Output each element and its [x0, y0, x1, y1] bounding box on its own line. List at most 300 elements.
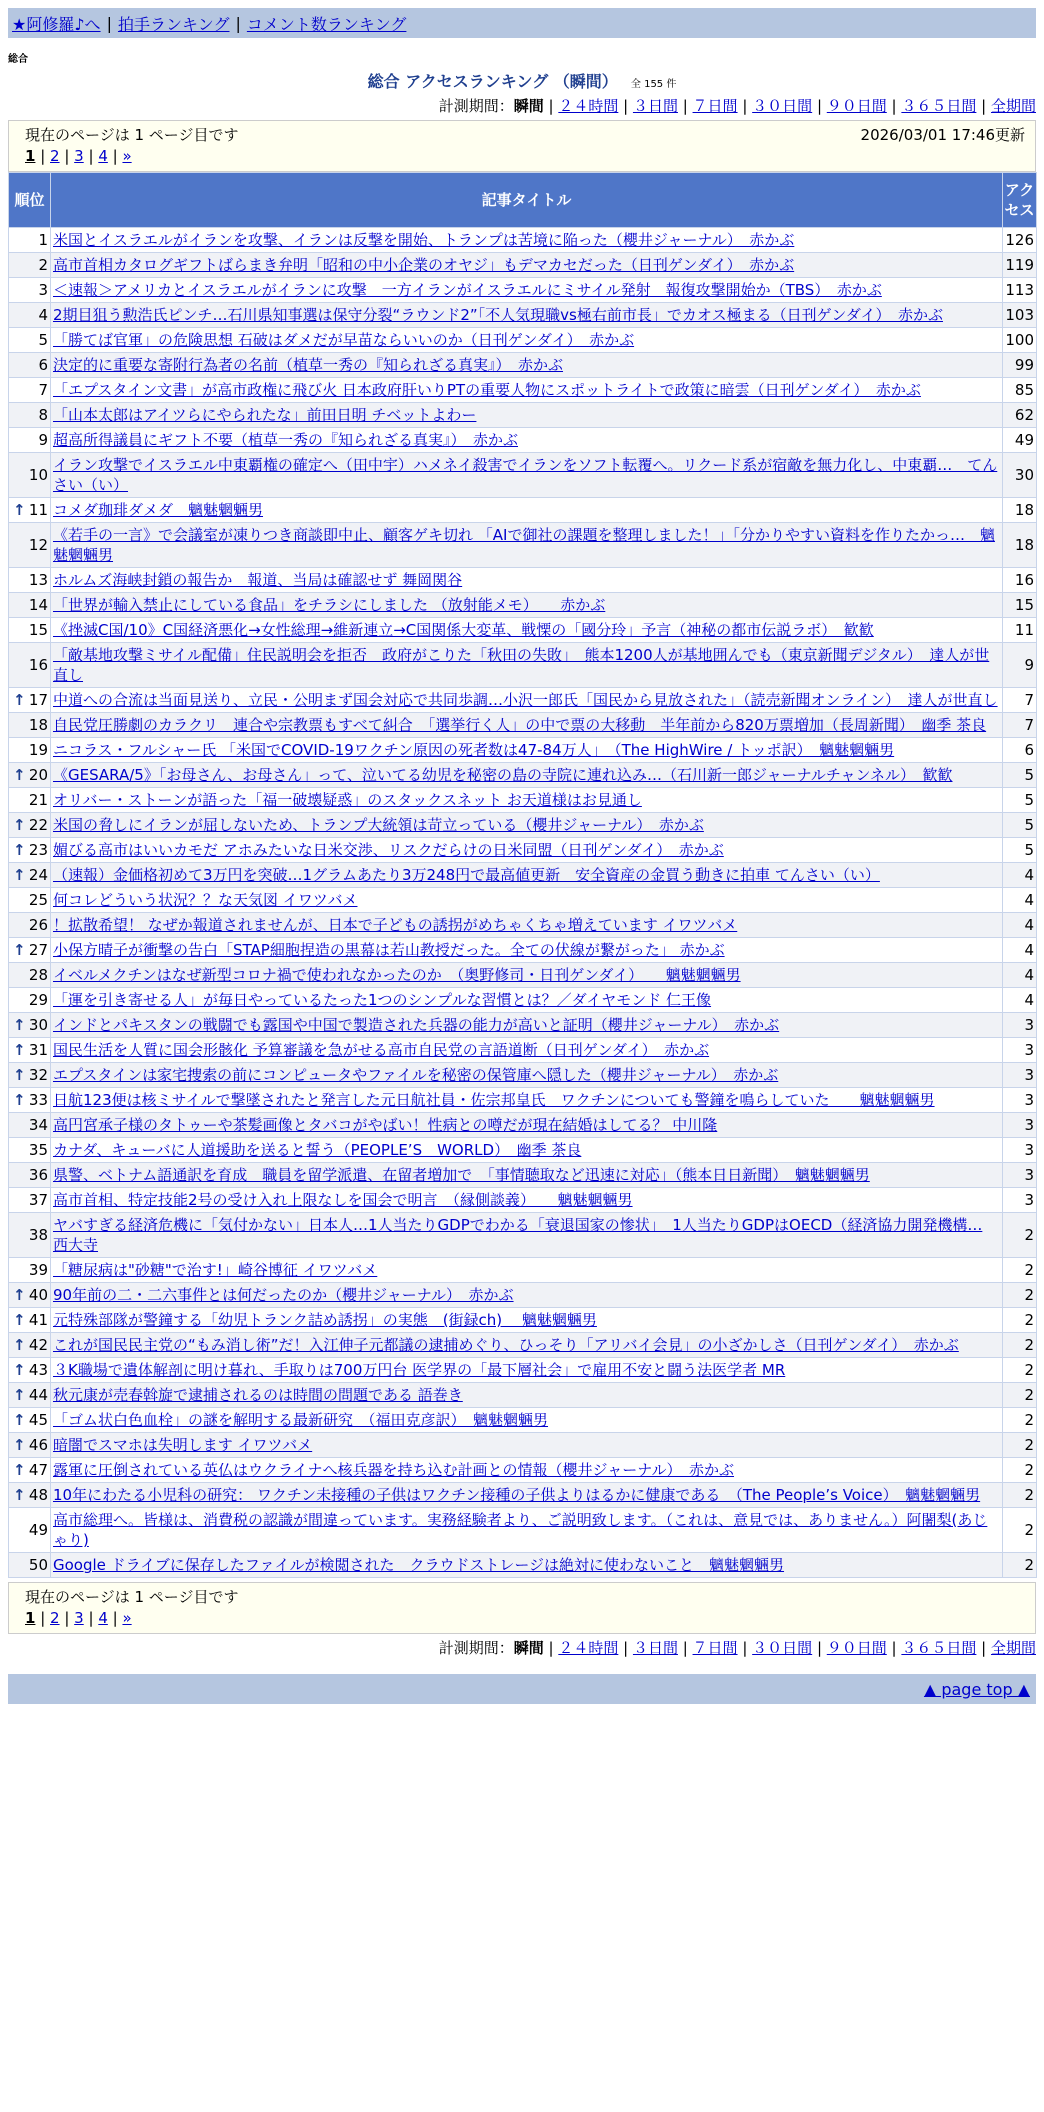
access-count: 11 — [1003, 618, 1037, 643]
rank-column-header: 順位 — [9, 173, 51, 228]
page-separator: | — [59, 1609, 75, 1627]
article-link[interactable]: 秋元康が売春斡旋で逮捕されるのは時間の問題である 語巻き — [53, 1386, 463, 1404]
access-count: 7 — [1003, 713, 1037, 738]
article-link[interactable]: ！拡散希望！ なぜか報道されませんが、日本で子どもの誘拐がめちゃくちゃ増えています イワツバメ — [53, 916, 738, 934]
table-row — [9, 1333, 1037, 1358]
page-link[interactable]: 3 — [74, 1609, 84, 1627]
access-column-header: アクセス — [1003, 173, 1037, 228]
rank-cell — [9, 1408, 51, 1433]
article-link[interactable]: 日航123便は核ミサイルで撃墜されたと発言した元日航社員・佐宗邦皇氏 ワクチンについても警鐘を鳴らしていた 魑魅魍魎男 — [53, 1091, 935, 1109]
access-count: 18 — [1003, 498, 1037, 523]
title-cell — [51, 963, 1003, 988]
article-link[interactable]: ３K職場で遺体解剖に明け暮れ、手取りは700万円台 医学界の「最下層社会」で雇用不安と闘う法医学者 MR — [53, 1361, 786, 1379]
rank-up-arrow-icon: ↑ — [13, 941, 26, 959]
rank-number: 17 — [28, 691, 48, 709]
page-top-link[interactable]: ▲ page top ▲ — [923, 1679, 1030, 1699]
period-link[interactable]: 全期間 — [990, 1639, 1036, 1657]
access-count: 2 — [1003, 1553, 1037, 1578]
pagination — [25, 1607, 1025, 1629]
rank-cell — [9, 1088, 51, 1113]
rank-cell — [9, 353, 51, 378]
ranking-table — [8, 172, 1037, 1578]
article-link[interactable]: 《GESARA/5》「お母さん、お母さん」って、泣いてる幼児を秘密の島の寺院に連れ込み…（石川新一郎ジャーナルチャンネル） 歓歓 — [53, 766, 953, 784]
article-link[interactable]: 「敵基地攻撃ミサイル配備」住民説明会を拒否 政府がこりた「秋田の失敗」 熊本1200人が基地囲んでも（東京新聞デジタル） 達人が世直し — [53, 646, 990, 684]
rank-cell — [9, 1213, 51, 1258]
access-count: 16 — [1003, 568, 1037, 593]
rank-number: 36 — [28, 1166, 48, 1184]
access-count: 7 — [1003, 688, 1037, 713]
access-count: 3 — [1003, 1113, 1037, 1138]
period-link[interactable]: ２４時間 — [558, 1639, 619, 1657]
period-link[interactable]: ３６５日間 — [901, 97, 977, 115]
rank-cell — [9, 1358, 51, 1383]
rank-number: 18 — [28, 716, 48, 734]
rank-number: 30 — [28, 1016, 48, 1034]
title-cell — [51, 593, 1003, 618]
article-link[interactable]: イラン攻撃でイスラエル中東覇権の確定へ（田中宇）ハメネイ殺害でイランをソフト転覆へ。リクード系が宿敵を無力化し、中東覇… てんさい（い） — [53, 456, 998, 494]
article-link[interactable]: 「運を引き寄せる人」が毎日やっているたった1つのシンプルな習慣とは？／ダイヤモンド 仁王像 — [53, 991, 712, 1009]
title-column-header: 記事タイトル — [51, 173, 1003, 228]
rank-cell — [9, 378, 51, 403]
article-link[interactable]: 「勝てば官軍」の危険思想 石破はダメだが早苗ならいいのか（日刊ゲンダイ） 赤かぶ — [53, 331, 635, 349]
rank-cell — [9, 618, 51, 643]
period-link[interactable]: ３０日間 — [752, 1639, 813, 1657]
page-link[interactable]: 3 — [74, 147, 84, 165]
title-cell — [51, 1063, 1003, 1088]
pagination — [25, 145, 1025, 167]
period-link[interactable]: ７日間 — [692, 97, 738, 115]
article-link[interactable]: 小保方晴子が衝撃の告白「STAP細胞捏造の黒幕は若山教授だった。全ての伏線が繋がった」 赤かぶ — [53, 941, 725, 959]
rank-up-arrow-icon: ↑ — [13, 1041, 26, 1059]
period-separator: | — [737, 97, 753, 115]
article-link[interactable]: 県警、ベトナム語通訳を育成 職員を留学派遣、在留者増加で 「事情聴取など迅速に対応」（熊本日日新聞） 魑魅魍魎男 — [53, 1166, 870, 1184]
access-count: 62 — [1003, 403, 1037, 428]
rank-number: 41 — [28, 1311, 48, 1329]
section-label: 総合 — [8, 54, 28, 65]
period-label: 計測期間： — [438, 97, 514, 115]
rank-cell — [9, 1508, 51, 1553]
total-count: 全 155 件 — [630, 79, 677, 90]
period-separator: | — [886, 97, 902, 115]
rank-cell — [9, 788, 51, 813]
access-count: 4 — [1003, 988, 1037, 1013]
updated-timestamp: 2026/03/01 17:46更新 — [860, 125, 1025, 144]
title-cell — [51, 1508, 1003, 1553]
rank-cell — [9, 988, 51, 1013]
article-link[interactable]: 元特殊部隊が警鐘する「幼児トランク詰め誘拐」の実態 (街録ch) 魑魅魍魎男 — [53, 1311, 597, 1329]
table-row — [9, 253, 1037, 278]
article-link[interactable]: カナダ、キューバに人道援助を送ると誓う（PEOPLE’S WORLD） 幽季 茶良 — [53, 1141, 582, 1159]
rank-number: 45 — [28, 1411, 48, 1429]
table-row — [9, 618, 1037, 643]
comment-ranking-link[interactable]: コメント数ランキング — [246, 14, 407, 34]
title-cell — [51, 938, 1003, 963]
access-count: 6 — [1003, 738, 1037, 763]
access-count: 2 — [1003, 1383, 1037, 1408]
article-link[interactable]: 暗闇でスマホは失明します イワツバメ — [53, 1436, 313, 1454]
article-link[interactable]: 《若手の一言》で会議室が凍りつき商談即中止、顧客ゲキ切れ 「AIで御社の課題を整理しました！」「分かりやすい資料を作りたかっ… 魑魅魍魎男 — [53, 526, 995, 564]
table-row — [9, 353, 1037, 378]
rank-number: 26 — [28, 916, 48, 934]
rank-cell — [9, 1013, 51, 1038]
page-separator: | — [35, 147, 51, 165]
rank-cell — [9, 1433, 51, 1458]
rank-cell — [9, 688, 51, 713]
rank-number: 13 — [28, 571, 48, 589]
access-count: 113 — [1003, 278, 1037, 303]
rank-number: 49 — [28, 1521, 48, 1539]
rank-cell — [9, 228, 51, 253]
access-count: 4 — [1003, 888, 1037, 913]
table-row — [9, 888, 1037, 913]
title-cell — [51, 1283, 1003, 1308]
table-row — [9, 738, 1037, 763]
title-cell — [51, 568, 1003, 593]
article-link[interactable]: 「糖尿病は"砂糖"で治す!」崎谷博征 イワツバメ — [53, 1261, 378, 1279]
table-row — [9, 1283, 1037, 1308]
rank-cell — [9, 1188, 51, 1213]
rank-cell — [9, 813, 51, 838]
title-cell — [51, 1138, 1003, 1163]
access-count: 9 — [1003, 643, 1037, 688]
access-count: 2 — [1003, 1458, 1037, 1483]
table-row — [9, 1088, 1037, 1113]
rank-up-arrow-icon: ↑ — [13, 1361, 26, 1379]
table-row — [9, 328, 1037, 353]
rank-number: 48 — [28, 1486, 48, 1504]
article-link[interactable]: 10年にわたる小児科の研究： ワクチン未接種の子供はワクチン接種の子供よりはるかに健康である （The People’s Voice） 魑魅魍魎男 — [53, 1486, 981, 1504]
table-row — [9, 1163, 1037, 1188]
access-count: 3 — [1003, 1163, 1037, 1188]
page-separator: | — [83, 1609, 99, 1627]
rank-cell — [9, 863, 51, 888]
table-row — [9, 763, 1037, 788]
rank-up-arrow-icon: ↑ — [13, 866, 26, 884]
current-page-text: 現在のページは 1 ページ目です — [25, 1587, 239, 1606]
rank-cell — [9, 1138, 51, 1163]
rank-cell — [9, 453, 51, 498]
rank-number: 27 — [28, 941, 48, 959]
rank-number: 20 — [28, 766, 48, 784]
rank-cell — [9, 1258, 51, 1283]
article-link[interactable]: 「エプスタイン文書」が高市政権に飛び火 日本政府肝いりPTの重要人物にスポットライトで政策に暗雲（日刊ゲンダイ） 赤かぶ — [53, 381, 921, 399]
rank-number: 21 — [28, 791, 48, 809]
period-selector-top — [0, 96, 1036, 116]
rank-number: 31 — [28, 1041, 48, 1059]
nav-separator: | — [106, 13, 112, 33]
rank-number: 40 — [28, 1286, 48, 1304]
access-count: 4 — [1003, 863, 1037, 888]
article-link[interactable]: Google ドライブに保存したファイルが検閲された クラウドストレージは絶対に使わないこと 魑魅魍魎男 — [53, 1556, 785, 1574]
access-count: 2 — [1003, 1433, 1037, 1458]
access-count: 3 — [1003, 1088, 1037, 1113]
table-row — [9, 988, 1037, 1013]
rank-number: 6 — [38, 356, 48, 374]
title-cell — [51, 1258, 1003, 1283]
article-link[interactable]: 超高所得議員にギフト不要（植草一秀の『知られざる真実』） 赤かぶ — [53, 431, 519, 449]
clap-ranking-link[interactable]: 拍手ランキング — [117, 14, 230, 34]
access-count: 4 — [1003, 913, 1037, 938]
title-cell — [51, 253, 1003, 278]
period-separator: | — [677, 1639, 693, 1657]
period-link[interactable]: ３６５日間 — [901, 1639, 977, 1657]
period-link[interactable]: ９０日間 — [826, 97, 887, 115]
rank-cell — [9, 963, 51, 988]
title-cell — [51, 1013, 1003, 1038]
article-link[interactable]: 高市首相カタログギフトばらまき弁明「昭和の中小企業のオヤジ」もデマカセだった（日刊ゲンダイ） 赤かぶ — [53, 256, 795, 274]
rank-number: 24 — [28, 866, 48, 884]
current-page-number: 1 — [25, 147, 36, 165]
rank-number: 19 — [28, 741, 48, 759]
rank-number: 22 — [28, 816, 48, 834]
rank-number: 11 — [28, 501, 48, 519]
period-link[interactable]: 全期間 — [990, 97, 1036, 115]
rank-cell — [9, 1163, 51, 1188]
current-page-number: 1 — [25, 1609, 36, 1627]
rank-number: 25 — [28, 891, 48, 909]
period-link[interactable]: ２４時間 — [558, 97, 619, 115]
access-count: 126 — [1003, 228, 1037, 253]
title-cell — [51, 738, 1003, 763]
title-cell — [51, 378, 1003, 403]
title-cell — [51, 988, 1003, 1013]
access-count: 85 — [1003, 378, 1037, 403]
access-count: 5 — [1003, 763, 1037, 788]
period-separator: | — [976, 97, 991, 115]
access-count: 30 — [1003, 453, 1037, 498]
rank-number: 7 — [38, 381, 48, 399]
access-count: 3 — [1003, 1188, 1037, 1213]
table-row — [9, 688, 1037, 713]
period-link[interactable]: ９０日間 — [826, 1639, 887, 1657]
rank-cell — [9, 1283, 51, 1308]
period-link[interactable]: ３日間 — [632, 97, 678, 115]
pager-panel-bottom — [8, 1582, 1036, 1634]
title-cell — [51, 523, 1003, 568]
table-row — [9, 1038, 1037, 1063]
rank-number: 39 — [28, 1261, 48, 1279]
article-link[interactable]: イベルメクチンはなぜ新型コロナ禍で使われなかったのか （奥野修司・日刊ゲンダイ） 魑魅魍魎男 — [53, 966, 741, 984]
article-link[interactable]: 米国とイスラエルがイランを攻撃、イランは反撃を開始、トランプは苦境に陥った（櫻井ジャーナル） 赤かぶ — [53, 231, 795, 249]
rank-cell — [9, 278, 51, 303]
rank-up-arrow-icon: ↑ — [13, 501, 26, 519]
home-link[interactable]: ★阿修羅♪へ — [12, 14, 101, 34]
table-row — [9, 1258, 1037, 1283]
article-link[interactable]: ホルムズ海峡封鎖の報告か 報道、当局は確認せず 舞岡関谷 — [53, 571, 463, 589]
article-link[interactable]: ヤバすぎる経済危機に「気付かない」日本人…1人当たりGDPでわかる「衰退国家の惨状」 1人当たりGDPはOECD（経済協力開発機構… 西大寺 — [53, 1216, 983, 1254]
table-row — [9, 1408, 1037, 1433]
page-link[interactable]: 2 — [50, 147, 60, 165]
page-link[interactable]: 2 — [50, 1609, 60, 1627]
period-link[interactable]: ７日間 — [692, 1639, 738, 1657]
period-separator: | — [543, 1639, 559, 1657]
title-cell — [51, 913, 1003, 938]
rank-number: 10 — [28, 466, 48, 484]
rank-number: 3 — [38, 281, 48, 299]
pager-panel-top — [8, 120, 1036, 172]
table-row — [9, 378, 1037, 403]
page-separator: | — [35, 1609, 51, 1627]
article-link[interactable]: 媚びる高市はいいカモだ アホみたいな日米交渉、リスクだらけの日米同盟（日刊ゲンダイ） 赤かぶ — [53, 841, 724, 859]
rank-number: 42 — [28, 1336, 48, 1354]
title-cell — [51, 353, 1003, 378]
rank-number: 43 — [28, 1361, 48, 1379]
title-cell — [51, 1458, 1003, 1483]
access-count: 2 — [1003, 1308, 1037, 1333]
title-cell — [51, 1038, 1003, 1063]
period-selector-bottom — [0, 1638, 1036, 1658]
access-count: 4 — [1003, 938, 1037, 963]
article-link[interactable]: 米国の脅しにイランが屈しないため、トランプ大統領は苛立っている（櫻井ジャーナル） 赤かぶ — [53, 816, 704, 834]
page-separator: | — [83, 147, 99, 165]
rank-cell — [9, 303, 51, 328]
table-row — [9, 1138, 1037, 1163]
table-row — [9, 498, 1037, 523]
rank-cell — [9, 1333, 51, 1358]
rank-cell — [9, 328, 51, 353]
article-link[interactable]: 自民党圧勝劇のカラクリ 連合や宗教票もすべて糾合 「選挙行く人」の中で票の大移動 半年前から820万票増加（長周新聞） 幽季 茶良 — [53, 716, 987, 734]
title-cell — [51, 1553, 1003, 1578]
period-link[interactable]: ３日間 — [632, 1639, 678, 1657]
rank-up-arrow-icon: ↑ — [13, 816, 26, 834]
title-cell — [51, 763, 1003, 788]
table-row — [9, 428, 1037, 453]
table-row — [9, 228, 1037, 253]
title-cell — [51, 1483, 1003, 1508]
current-page-text: 現在のページは 1 ページ目です — [25, 125, 239, 144]
rank-up-arrow-icon: ↑ — [13, 1336, 26, 1354]
rank-number: 12 — [28, 536, 48, 554]
title-cell — [51, 1163, 1003, 1188]
article-link[interactable]: これが国民民主党の“もみ消し術”だ！入江伸子元都議の逮捕めぐり、ひっそり「アリバイ会見」の小ざかしさ（日刊ゲンダイ） 赤かぶ — [53, 1336, 959, 1354]
article-link[interactable]: 高市総理へ。皆様は、消費税の認識が間違っています。実務経験者より、ご説明致します。（これは、意見では、ありません。）阿闍梨(あじゃり) — [53, 1511, 988, 1549]
article-link[interactable]: 2期目狙う勲浩氏ピンチ…石川県知事選は保守分裂“ラウンド2”「不人気現職vs極右前市長」でカオス極まる（日刊ゲンダイ） 赤かぶ — [53, 306, 943, 324]
article-link[interactable]: 《挫滅C国/10》C国経済悪化→女性総理→維新連立→C国関係大変革、戦慄の「國分玲」予言（神秘の都市伝説ラボ） 歓歓 — [53, 621, 874, 639]
table-row — [9, 913, 1037, 938]
table-row — [9, 568, 1037, 593]
title-cell — [51, 1383, 1003, 1408]
period-current: 瞬間 — [513, 1639, 544, 1657]
rank-number: 16 — [28, 656, 48, 674]
rank-number: 5 — [38, 331, 48, 349]
article-link[interactable]: インドとパキスタンの戦闘でも露国や中国で製造された兵器の能力が高いと証明（櫻井ジャーナル） 赤かぶ — [53, 1016, 780, 1034]
title-cell — [51, 813, 1003, 838]
article-link[interactable]: 露軍に圧倒されている英仏はウクライナへ核兵器を持ち込む計画との情報（櫻井ジャーナル） 赤かぶ — [53, 1461, 735, 1479]
rank-cell — [9, 1383, 51, 1408]
access-count: 3 — [1003, 1038, 1037, 1063]
rank-number: 34 — [28, 1116, 48, 1134]
article-link[interactable]: エプスタインは家宅捜索の前にコンピュータやファイルを秘密の保管庫へ隠した（櫻井ジャーナル） 赤かぶ — [53, 1066, 779, 1084]
access-count: 3 — [1003, 1013, 1037, 1038]
rank-number: 8 — [38, 406, 48, 424]
page-separator: | — [59, 147, 75, 165]
article-link[interactable]: 中道への合流は当面見送り、立民・公明まず国会対応で共同歩調…小沢一郎氏「国民から見放された」（読売新聞オンライン） 達人が世直し — [53, 691, 998, 709]
table-row — [9, 788, 1037, 813]
rank-cell — [9, 253, 51, 278]
page — [0, 8, 1044, 1704]
rank-number: 47 — [28, 1461, 48, 1479]
article-link[interactable]: コメダ珈琲ダメダ 魑魅魍魎男 — [53, 501, 264, 519]
access-count: 2 — [1003, 1333, 1037, 1358]
table-row — [9, 1063, 1037, 1088]
table-row — [9, 403, 1037, 428]
article-link[interactable]: ニコラス・フルシャー氏 「米国でCOVID-19ワクチン原因の死者数は47-84万人」 （The HighWire / トッポ訳） 魑魅魍魎男 — [53, 741, 895, 759]
next-page-link[interactable]: » — [122, 147, 132, 165]
article-link[interactable]: 決定的に重要な寄附行為者の名前（植草一秀の『知られざる真実』） 赤かぶ — [53, 356, 564, 374]
access-count: 99 — [1003, 353, 1037, 378]
article-link[interactable]: 「世界が輸入禁止にしている食品」をチラシにしました （放射能メモ） 赤かぶ — [53, 596, 606, 614]
title-cell — [51, 838, 1003, 863]
rank-up-arrow-icon: ↑ — [13, 1486, 26, 1504]
title-cell — [51, 1188, 1003, 1213]
article-link[interactable]: （速報）金価格初めて3万円を突破…1グラムあたり3万248円で最高値更新 安全資産の金買う動きに拍車 てんさい（い） — [53, 866, 880, 884]
title-cell — [51, 228, 1003, 253]
table-row — [9, 1508, 1037, 1553]
rank-number: 4 — [38, 306, 48, 324]
article-link[interactable]: 90年前の二・二六事件とは何だったのか（櫻井ジャーナル） 赤かぶ — [53, 1286, 514, 1304]
title-cell — [51, 618, 1003, 643]
next-page-link[interactable]: » — [122, 1609, 132, 1627]
page-link[interactable]: 4 — [98, 1609, 108, 1627]
article-link[interactable]: 「ゴム状白色血栓」の謎を解明する最新研究 （福田克彦訳） 魑魅魍魎男 — [53, 1411, 549, 1429]
rank-cell — [9, 1483, 51, 1508]
access-count: 2 — [1003, 1258, 1037, 1283]
table-row — [9, 838, 1037, 863]
article-link[interactable]: 国民生活を人質に国会形骸化 予算審議を急がせる高市自民党の言語道断（日刊ゲンダイ） 赤かぶ — [53, 1041, 710, 1059]
rank-number: 35 — [28, 1141, 48, 1159]
access-count: 103 — [1003, 303, 1037, 328]
access-count: 2 — [1003, 1483, 1037, 1508]
rank-number: 32 — [28, 1066, 48, 1084]
title-cell — [51, 1358, 1003, 1383]
title-cell — [51, 328, 1003, 353]
table-row — [9, 1433, 1037, 1458]
article-link[interactable]: 「山本太郎はアイツらにやられたな」前田日明 チベットよわー — [53, 406, 477, 424]
title-cell — [51, 278, 1003, 303]
article-link[interactable]: 高円宮承子様のタトゥーや茶髪画像とタバコがやばい！性病との噂だが現在結婚はしてる？ 中川隆 — [53, 1116, 718, 1134]
rank-cell — [9, 593, 51, 618]
table-row — [9, 1113, 1037, 1138]
rank-up-arrow-icon: ↑ — [13, 766, 26, 784]
rank-cell — [9, 713, 51, 738]
title-cell — [51, 643, 1003, 688]
table-row — [9, 963, 1037, 988]
article-link[interactable]: オリバー・ストーンが語った「福一破壊疑惑」のスタックスネット お天道様はお見通し — [53, 791, 642, 809]
period-separator: | — [618, 97, 633, 115]
access-count: 2 — [1003, 1408, 1037, 1433]
rank-up-arrow-icon: ↑ — [13, 1436, 26, 1454]
rank-number: 28 — [28, 966, 48, 984]
access-count: 2 — [1003, 1508, 1037, 1553]
page-link[interactable]: 4 — [98, 147, 108, 165]
table-row — [9, 1483, 1037, 1508]
article-link[interactable]: 何コレどういう状況？？な天気図 イワツバメ — [53, 891, 358, 909]
article-link[interactable]: ＜速報＞アメリカとイスラエルがイランに攻撃 一方イランがイスラエルにミサイル発射 報復攻撃開始か（TBS） 赤かぶ — [53, 281, 882, 299]
rank-number: 46 — [28, 1436, 48, 1454]
title-cell — [51, 713, 1003, 738]
rank-cell — [9, 403, 51, 428]
rank-number: 38 — [28, 1226, 48, 1244]
period-link[interactable]: ３０日間 — [752, 97, 813, 115]
title-cell — [51, 453, 1003, 498]
access-count: 5 — [1003, 838, 1037, 863]
period-separator: | — [543, 97, 559, 115]
article-link[interactable]: 高市首相、特定技能2号の受け入れ上限なしを国会で明言 （縁側談義） 魑魅魍魎男 — [53, 1191, 633, 1209]
table-row — [9, 1188, 1037, 1213]
period-separator: | — [812, 97, 827, 115]
title-cell — [51, 1333, 1003, 1358]
table-row — [9, 453, 1037, 498]
